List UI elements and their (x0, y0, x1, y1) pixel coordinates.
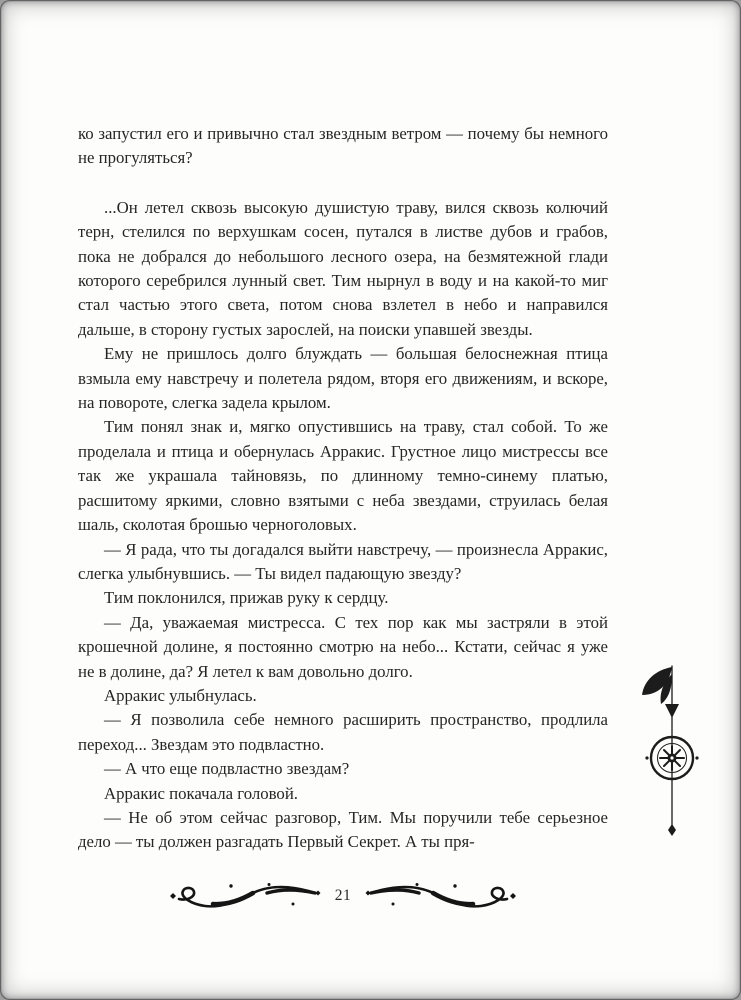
paragraph: ...Он летел сквозь высокую душистую траву, вился сквозь колючий терн, стелился по верхушкам сосен, путался в листве дубов и грабов, пока не добрался до небольшого лесного озера, на безмятежной глади которого серебрился лунный свет. Тим нырнул в воду и на какой-то миг стал частью этого света, потом снова взлетел в небо и направился дальше, в сторону густых зарослей, на поиски упавшей звезды. (78, 197, 608, 339)
page-text (78, 122, 608, 855)
paragraph: — А что еще подвластно звездам? (104, 759, 350, 779)
paragraph: Ему не пришлось долго блуждать — большая белоснежная птица взмыла ему навстречу и полетела рядом, вторя его движениям, и вскоре, на повороте, слегка задела крылом. (78, 344, 608, 413)
paragraph: — Не об этом сейчас разговор, Тим. Мы поручили тебе серьезное дело — ты должен разгадать Первый Секрет. А ты пря- (78, 807, 608, 852)
paragraph: — Я позволила себе немного расширить пространство, продлила переход... Звездам это подвластно. (78, 710, 608, 754)
footer-swirl-right-icon (365, 882, 517, 910)
paragraph: Арракис улыбнулась. (104, 685, 257, 705)
paragraph: — Я рада, что ты догадался выйти навстречу, — произнесла Арракис, слегка улыбнувшись. — Ты видел падающую звезду? (78, 539, 608, 583)
paragraph: Тим поклонился, прижав руку к сердцу. (104, 588, 389, 608)
paragraph: ко запустил его и привычно стал звездным ветром — почему бы немного не прогуляться? (78, 124, 608, 168)
compass-star-flourish-icon (628, 660, 714, 836)
page-footer (78, 880, 608, 912)
paragraph: Тим понял знак и, мягко опустившись на траву, стал собой. То же проделала и птица и обернулась Арракис. Грустное лицо мистрессы все так же украшала тайновязь, по длинному темно-синему платью, расшитому яркими, словно взятыми с неба звездами, струилась белая шаль, сколотая брошью черноголовых. (78, 417, 608, 535)
page-number: 21 (334, 887, 352, 904)
paragraph: Арракис покачала головой. (104, 783, 298, 803)
paragraph: — Да, уважаемая мистресса. С тех пор как мы застряли в этой крошечной долине, я постоянно смотрю на небо... Кстати, сейчас я уже не в долине, да? Я летел к вам довольно долго. (78, 612, 608, 681)
footer-swirl-left-icon (169, 882, 321, 910)
